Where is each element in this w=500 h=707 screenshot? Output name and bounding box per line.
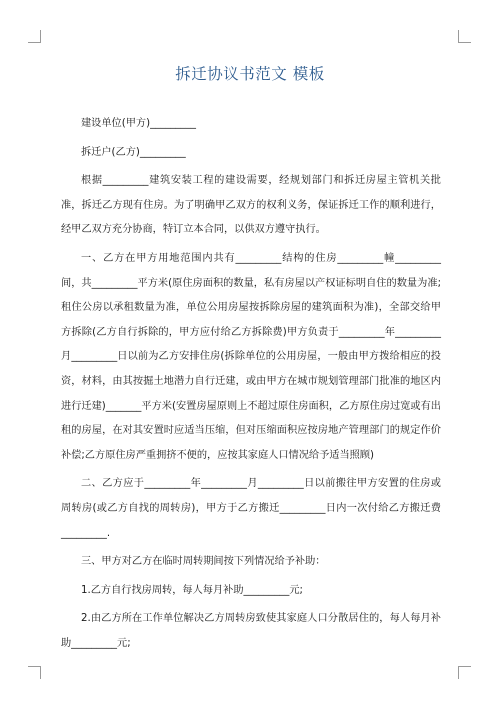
document-body <box>61 112 441 656</box>
page-corner-mark-bottom-right <box>458 666 471 679</box>
page-corner-mark-bottom-left <box>28 666 41 679</box>
document-title: 拆迁协议书范文 模板 <box>175 65 325 83</box>
clause-3-paragraph: 三、甲方对乙方在临时周转期间按下列情况给予补助： <box>81 556 326 568</box>
party-a-line: 建设单位(甲方)_________ <box>81 118 196 129</box>
clause-2-paragraph: 二、乙方应于_________年_________月_________日以前搬往甲方安置的住房或周转房(或乙方自找的周转房)，甲方于乙方搬迁_________日内一次付给乙方搬迁费_________. <box>61 478 441 539</box>
clause-3-item-1: 1.乙方自行找房周转，每人每月补助_________元; <box>81 584 303 596</box>
page-corner-mark-top-right <box>458 30 471 43</box>
page-corner-mark-top-left <box>28 30 41 43</box>
clause-3-item-2: 2.由乙方所在工作单位解决乙方周转房致使其家庭人口分散居住的，每人每月补助_________元; <box>61 613 441 649</box>
clause-1-paragraph: 一、乙方在甲方用地范围内共有_________结构的住房_________幢_________间，共_________平方米(原住房面积的数量，私有房屋以产权证标明自住的数量为准;租住公房以承租数量为准，单位公用房屋按拆除房屋的建筑面积为准)，全部交给甲方拆除(乙方自行拆除的，甲方应付给乙方拆除费)甲方负责于_________年_________月_________日以前为乙方安排住房(拆除单位的公用房屋，一般由甲方拨给相应的投资，材料，由其按掘土地潜力自行迁建，或由甲方在城市规划管理部门批准的地区内进行迁建)_______平方米(安置房屋原则上不超过原住房面积，乙方原住房过宽或有出租的房屋，在对其安置时应适当压缩，但对压缩面积应按房地产管理部门的规定作价补偿;乙方原住房严重拥挤不便的，应按其家庭人口情况给予适当照顾) <box>61 252 441 461</box>
preamble-paragraph: 根据_________建筑安装工程的建设需要，经规划部门和拆迁房屋主管机关批准，拆迁乙方现有住房。为了明确甲乙双方的权利义务，保证拆迁工作的顺利进行，经甲乙双方充分协商，特订立本合同，以供双方遵守执行。 <box>61 175 441 236</box>
party-b-line: 拆迁户(乙方)_________ <box>81 146 186 158</box>
